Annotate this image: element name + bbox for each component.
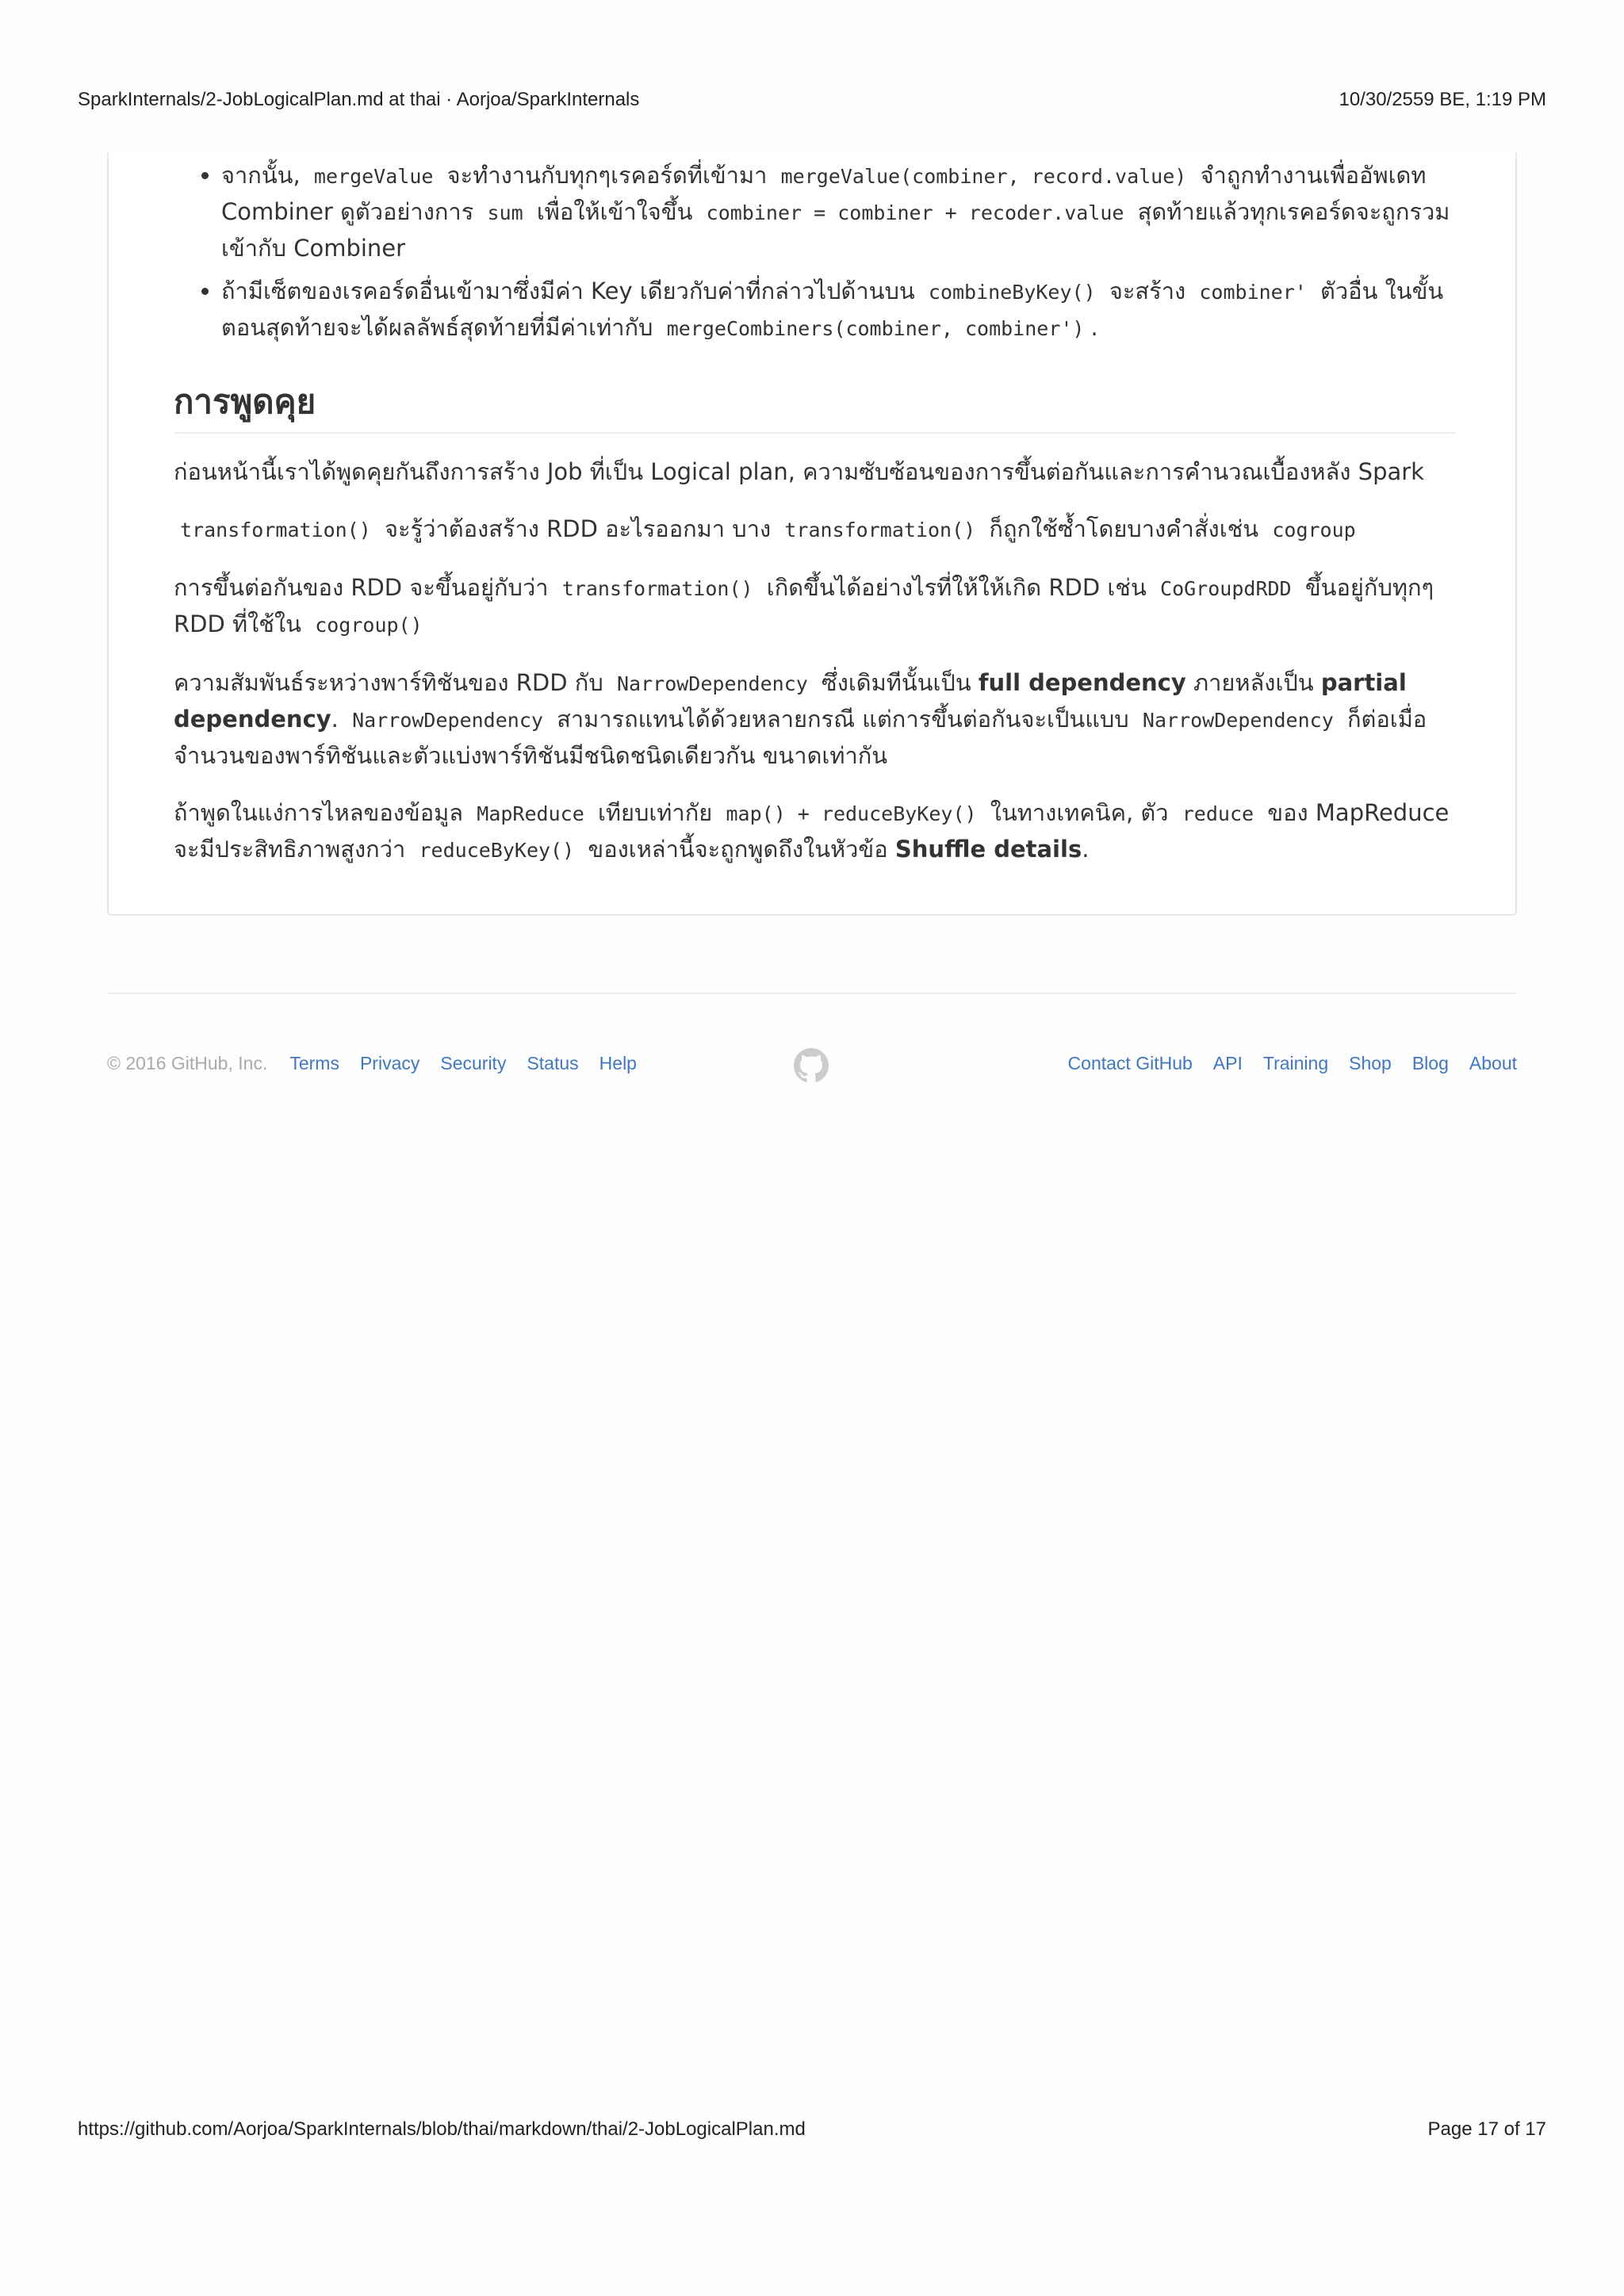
print-footer (78, 2118, 1546, 2141)
list-item: • จากนั้น, mergeValue จะทำงานกับทุกๆเรคอร์ดที่เข้ามา mergeValue(combiner, record.value) จำถูกทำงานเพื่ออัพเดท Combiner ดูตัวอย่างการ sum เพื่อให้เข้าใจขึ้น combiner = combiner + recoder.value สุดท้ายแล้วทุกเรคอร์ดจะถูกรวมเข้ากับ Combiner (221, 153, 1455, 266)
inline-code: NarrowDependency (1142, 709, 1334, 732)
bold-text: partial dependency (174, 669, 1407, 733)
print-page-title: SparkInternals/2-JobLogicalPlan.md at thai · Aorjoa/SparkInternals (78, 89, 640, 110)
section-heading: การพูดคุย (174, 381, 1455, 434)
footer-link-contact-github[interactable]: Contact GitHub (1067, 1053, 1193, 1073)
inline-code: map() + reduceByKey() (726, 802, 977, 825)
site-footer (107, 1048, 1517, 1088)
footer-link-shop[interactable]: Shop (1349, 1053, 1392, 1073)
bold-text: full dependency (978, 669, 1186, 696)
footer-link-security[interactable]: Security (440, 1053, 507, 1073)
inline-code: transformation() (180, 519, 371, 541)
paragraph: ถ้าพูดในแง่การไหลของข้อมูล MapReduce เทียบเท่ากัย map() + reduceByKey() ในทางเทคนิค, ตัว reduce ของ MapReduce จะมีประสิทธิภาพสูงกว่า reduceByKey() ของเหล่านี้จะถูกพูดถึงในหัวข้อ Shuffle details. (174, 799, 1450, 863)
footer-link-training[interactable]: Training (1262, 1053, 1329, 1073)
paragraph: transformation() จะรู้ว่าต้องสร้าง RDD อะไรออกมา บาง transformation() ก็ถูกใช้ซ้ำโดยบางคำสั่งเช่น cogroup (174, 511, 1455, 548)
inline-code: mergeValue(combiner, record.value) (780, 165, 1187, 188)
footer-left-links (107, 1053, 637, 1074)
article-container (107, 153, 1517, 916)
inline-code: combiner = combiner + recoder.value (706, 201, 1124, 224)
footer-divider (107, 993, 1517, 994)
inline-code: MapReduce (477, 802, 584, 825)
print-datetime: 10/30/2559 BE, 1:19 PM (1339, 89, 1546, 110)
footer-right-links (1068, 1053, 1517, 1074)
inline-code: mergeCombiners(combiner, combiner') (666, 317, 1085, 340)
footer-link-help[interactable]: Help (599, 1053, 637, 1073)
inline-code: reduce (1182, 802, 1254, 825)
markdown-body (174, 153, 1455, 890)
list-item: • ถ้ามีเซ็ตของเรคอร์ดอื่นเข้ามาซึ่งมีค่า Key เดียวกับค่าที่กล่าวไปด้านบน combineByKey() จะสร้าง combiner' ตัวอื่น ในขั้นตอนสุดท้ายจะได้ผลลัพธ์สุดท้ายที่มีค่าเท่ากับ mergeCombiners(combiner, combiner') . (221, 269, 1455, 346)
print-url: https://github.com/Aorjoa/SparkInternals/blob/thai/markdown/thai/2-JobLogicalPlan.md (78, 2118, 806, 2140)
print-header (78, 89, 1546, 111)
inline-code: transformation() (784, 519, 976, 541)
footer-link-privacy[interactable]: Privacy (359, 1053, 420, 1073)
bullet-list (174, 153, 1455, 346)
paragraph: การขึ้นต่อกันของ RDD จะขึ้นอยู่กับว่า transformation() เกิดขึ้นได้อย่างไรที่ให้ให้เกิด RDD เช่น CoGroupdRDD ขึ้นอยู่กับทุกๆ RDD ที่ใช้ใน cogroup() (174, 574, 1434, 637)
footer-link-api[interactable]: API (1212, 1053, 1243, 1073)
inline-code: transformation() (561, 577, 753, 600)
footer-link-blog[interactable]: Blog (1411, 1053, 1449, 1073)
footer-link-about[interactable]: About (1469, 1053, 1517, 1073)
inline-code: mergeValue (313, 165, 434, 188)
copyright: © 2016 GitHub, Inc. (107, 1053, 268, 1073)
inline-code: NarrowDependency (616, 672, 808, 695)
inline-code: combineByKey() (928, 281, 1096, 304)
bold-text: Shuffle details (894, 836, 1082, 863)
print-page-number: Page 17 of 17 (1427, 2118, 1546, 2140)
footer-link-status[interactable]: Status (527, 1053, 579, 1073)
inline-code: NarrowDependency (352, 709, 543, 732)
footer-link-terms[interactable]: Terms (289, 1053, 339, 1073)
github-octocat-icon[interactable] (794, 1048, 829, 1083)
inline-code: CoGroupdRDD (1160, 577, 1292, 600)
inline-code: cogroup (1272, 519, 1356, 541)
inline-code: combiner' (1199, 281, 1307, 304)
paragraph: ความสัมพันธ์ระหว่างพาร์ทิชันของ RDD กับ NarrowDependency ซึ่งเดิมทีนั้นเป็น full dependency ภายหลังเป็น partial dependency. NarrowDependency สามารถแทนได้ด้วยหลายกรณี แต่การขึ้นต่อกันจะเป็นแบบ NarrowDependency ก็ต่อเมื่อจำนวนของพาร์ทิชันและตัวแบ่งพาร์ทิชันมีชนิดชนิดเดียวกัน ขนาดเท่ากัน (174, 669, 1427, 769)
inline-code: sum (487, 201, 523, 224)
paragraph: ก่อนหน้านี้เราได้พูดคุยกันถึงการสร้าง Job ที่เป็น Logical plan, ความซับซ้อนของการขึ้นต่อกันและการคำนวณเบื้องหลัง Spark (174, 458, 1424, 485)
inline-code: cogroup() (315, 614, 423, 637)
inline-code: reduceByKey() (419, 839, 575, 862)
